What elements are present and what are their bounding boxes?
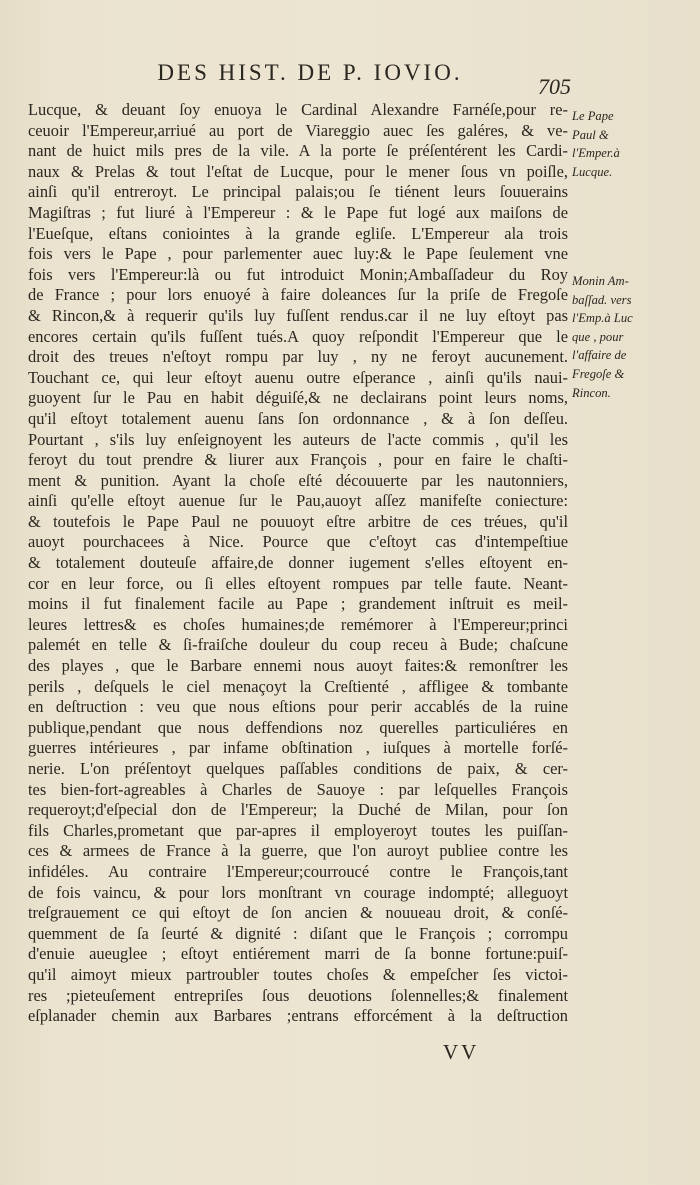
body-line: l'Eueſque, eſtans coniointes à la grande egliſe. L'Empereur ala trois	[28, 223, 568, 243]
body-line: fois vers le Pape , pour parlementer auec luy:& le Pape ſeulement vne	[28, 244, 568, 264]
body-line: perils , deſquels le ciel menaçoyt la Creſtienté , affligee & tombante	[28, 676, 568, 696]
signature-mark: VV	[443, 1040, 480, 1064]
body-line: de fois vaincu, & pour lors monſtrant vn courage indompté; alleguoyt	[28, 882, 568, 902]
body-line: en deſtruction : veu que nous eſtions pour perir accablés de la ruine	[28, 697, 568, 717]
margin-note-line: baſſad. vers	[572, 292, 632, 307]
body-line: eſplanader chemin aux Barbares ;entrans efforcément à la deſtruction	[28, 1006, 568, 1026]
body-line: Lucque, & deuant ſoy enuoya le Cardinal Alexandre Farnéſe,pour re-	[28, 100, 568, 119]
body-line: qu'il aimoyt mieux partroubler toutes choſes & empeſcher ſes victoi-	[28, 964, 568, 984]
body-line: leures lettres& es choſes humaines;de remémorer à l'Empereur;princi	[28, 614, 568, 634]
margin-note-line: Le Pape	[572, 109, 614, 123]
body-line: qu'il eſtoyt totalement auenu ſans ſon ordonnance , & à ſon deſſeu.	[28, 408, 568, 428]
body-line: & toutefois le Pape Paul ne pouuoyt eſtre arbitre de ces tréues, qu'il	[28, 511, 568, 531]
page-number: 705	[538, 74, 571, 99]
body-line: Touchant ce, qui leur eſtoyt auenu outre eſperance , ainſi qu'ils naui-	[28, 367, 568, 387]
body-line: ainſi qu'elle eſtoyt auenue ſur le Pau,auoyt aſſez manifeſte coniecture:	[28, 491, 568, 511]
margin-note-line: l'Emp.à Luc	[572, 311, 633, 326]
margin-note-line: Paul &	[572, 127, 609, 142]
body-line: Pourtant , s'ils luy enſeignoyent les auteurs de l'acte commis , qu'il les	[28, 429, 568, 449]
body-line: d'enuie aueuglee ; eſtoyt entiérement marri de ſa bonne fortune:puiſ-	[28, 944, 568, 964]
margin-note-line: l'affaire de	[572, 348, 627, 363]
body-line: requeroyt;d'eſpecial don de l'Empereur; la Duché de Milan, pour ſon	[28, 800, 568, 820]
body-line: guerres intérieures , par infame obſtination , iuſques à mortelle forſé-	[28, 738, 568, 758]
body-line: & totalement douteuſe affaire,de donner iugement s'elles eſtoyent en-	[28, 553, 568, 573]
body-text	[28, 100, 568, 1027]
body-line: guoyent ſur le Pau en habit déguiſé,& ne declairans point leurs noms,	[28, 388, 568, 408]
body-line: ces & armees de France à la guerre, que l'on auroyt publiee contre les	[28, 841, 568, 861]
body-line: quemment de ſa ſeurté & dignité : diſant que le François ; corrompu	[28, 923, 568, 943]
body-line: cor en leur force, ou ſi elles eſtoyent rompues par telle faute. Neant-	[28, 573, 568, 593]
margin-note-line: Lucque.	[572, 164, 613, 179]
margin-note-pope-emperor-lucca	[572, 107, 690, 181]
body-line: moins il fut finalement facile au Pape ; grandement inſtruit es meil-	[28, 594, 568, 614]
body-line: res ;pieteuſement entrepriſes ſous deuotions ſolennelles;& finalement	[28, 985, 568, 1005]
body-line: ainſi qu'il entreroyt. Le principal palais;ou ſe tiénent leurs ſouuerains	[28, 182, 568, 202]
body-line: encores certain qu'ils fuſſent tués.A quoy reſpondit l'Empereur que le	[28, 326, 568, 346]
body-line: fils Charles,prometant que par-apres il employeroyt toutes les puiſſan-	[28, 820, 568, 840]
body-line: treſgrauement ce qui eſtoyt de ſon ancien & nouueau droit, & conſé-	[28, 903, 568, 923]
margin-note-monin-ambassador	[572, 272, 690, 402]
body-line: de France ; pour lors enuoyé à faire doleances ſur la priſe de Fregoſe	[28, 285, 568, 305]
margin-note-line: l'Emper.à	[572, 146, 620, 161]
margin-note-line: Fregoſe &	[572, 366, 625, 381]
body-line: publique,pendant que nous deffendions noz querelles particuliéres en	[28, 717, 568, 737]
body-line: ceuoir l'Empereur,arriué au port de Viareggio auec ſes galéres, & ve-	[28, 120, 568, 140]
body-line: feroyt du tout prendre & liurer aux François , pour en faire le chaſti-	[28, 450, 568, 470]
body-line: fois vers l'Empereur:là ou fut introduict Monin;Ambaſſadeur du Roy	[28, 264, 568, 284]
body-line: nerie. L'on préſentoyt quelques paſſables conditions de paix, & cer-	[28, 759, 568, 778]
body-line: droit des treues n'eſtoyt rompu par luy , ny ne feroyt aucunement.	[28, 347, 568, 367]
body-line: nant de huict mils pres de la vile. A la porte ſe préſentérent les Cardi-	[28, 141, 568, 161]
body-line: auoyt pourchacees à Nice. Pource que c'eſtoyt cas d'intempeſtiue	[28, 532, 568, 552]
margin-note-line: Monin Am-	[572, 274, 629, 288]
body-line: tes bien-fort-agreables à Charles de Sauoye : par leſquelles François	[28, 779, 568, 799]
body-line: infidéles. Au contraire l'Empereur;courroucé contre le François,tant	[28, 861, 568, 881]
body-line: naux & Prelas & tout l'eſtat de Lucque, pour le mener ſous vn poiſle,	[28, 161, 568, 181]
margin-note-line: Rincon.	[572, 385, 611, 400]
body-line: palemét en telle & ſi-fraiſche douleur du coup receu à Bude; chaſcune	[28, 635, 568, 655]
body-line: des playes , que le Barbare ennemi nous auoyt faites:& remonſtrer les	[28, 656, 568, 676]
body-line: & Rincon,& à requerir qu'ils luy fuſſent rendus.car il ne luy eſtoyt pas	[28, 305, 568, 325]
running-head: DES HIST. DE P. IOVIO.	[157, 60, 463, 85]
body-line: ment & punition. Ayant la choſe eſté découuerte par les nautonniers,	[28, 470, 568, 490]
margin-note-line: que , pour	[572, 329, 624, 344]
body-line: Magiſtras ; fut liuré à l'Empereur : & le Pape fut logé aux maiſons de	[28, 202, 568, 222]
